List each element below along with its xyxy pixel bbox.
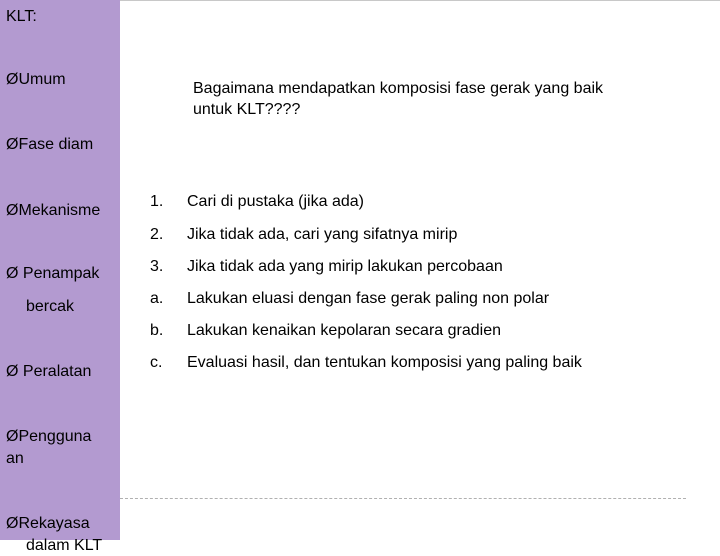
step-row	[150, 225, 457, 245]
sidebar-item-fase-diam: ØFase diam	[6, 136, 94, 153]
step-number: 3.	[150, 258, 164, 275]
step-row	[150, 353, 582, 373]
sidebar-item-penggunaan: ØPengguna	[6, 428, 92, 445]
question-text: Bagaimana mendapatkan komposisi fase gerak yang baik untuk KLT????	[193, 80, 604, 118]
sidebar-item-rekayasa-cont: dalam KLT	[26, 537, 103, 554]
sidebar-item-rekayasa: ØRekayasa	[6, 515, 90, 532]
step-number: 2.	[150, 226, 164, 243]
step-text: Jika tidak ada, cari yang sifatnya mirip	[187, 226, 458, 243]
sidebar-item-mekanisme: ØMekanisme	[6, 202, 101, 219]
sidebar-item-peralatan: Ø Peralatan	[6, 363, 92, 380]
step-number: b.	[150, 322, 164, 339]
step-row	[150, 192, 364, 212]
step-text: Jika tidak ada yang mirip lakukan percobaan	[187, 258, 503, 275]
step-row	[150, 321, 501, 341]
step-text: Lakukan eluasi dengan fase gerak paling non polar	[187, 290, 550, 307]
step-number: 1.	[150, 193, 164, 210]
step-number: c.	[150, 354, 163, 371]
bottom-dashed-divider	[120, 498, 686, 499]
step-row	[150, 257, 503, 277]
step-text: Evaluasi hasil, dan tentukan komposisi yang paling baik	[187, 354, 582, 371]
sidebar-item-penampak-cont: bercak	[26, 298, 75, 315]
sidebar-item-penggunaan-cont: an	[6, 450, 24, 467]
step-text: Lakukan kenaikan kepolaran secara gradien	[187, 322, 501, 339]
sidebar-item-penampak: Ø Penampak	[6, 265, 100, 282]
sidebar-title: KLT:	[6, 8, 37, 25]
step-row	[150, 289, 549, 309]
sidebar-panel	[0, 0, 120, 554]
step-number: a.	[150, 290, 164, 307]
top-divider	[120, 0, 720, 1]
step-text: Cari di pustaka (jika ada)	[187, 193, 364, 210]
sidebar-item-umum: ØUmum	[6, 71, 66, 88]
